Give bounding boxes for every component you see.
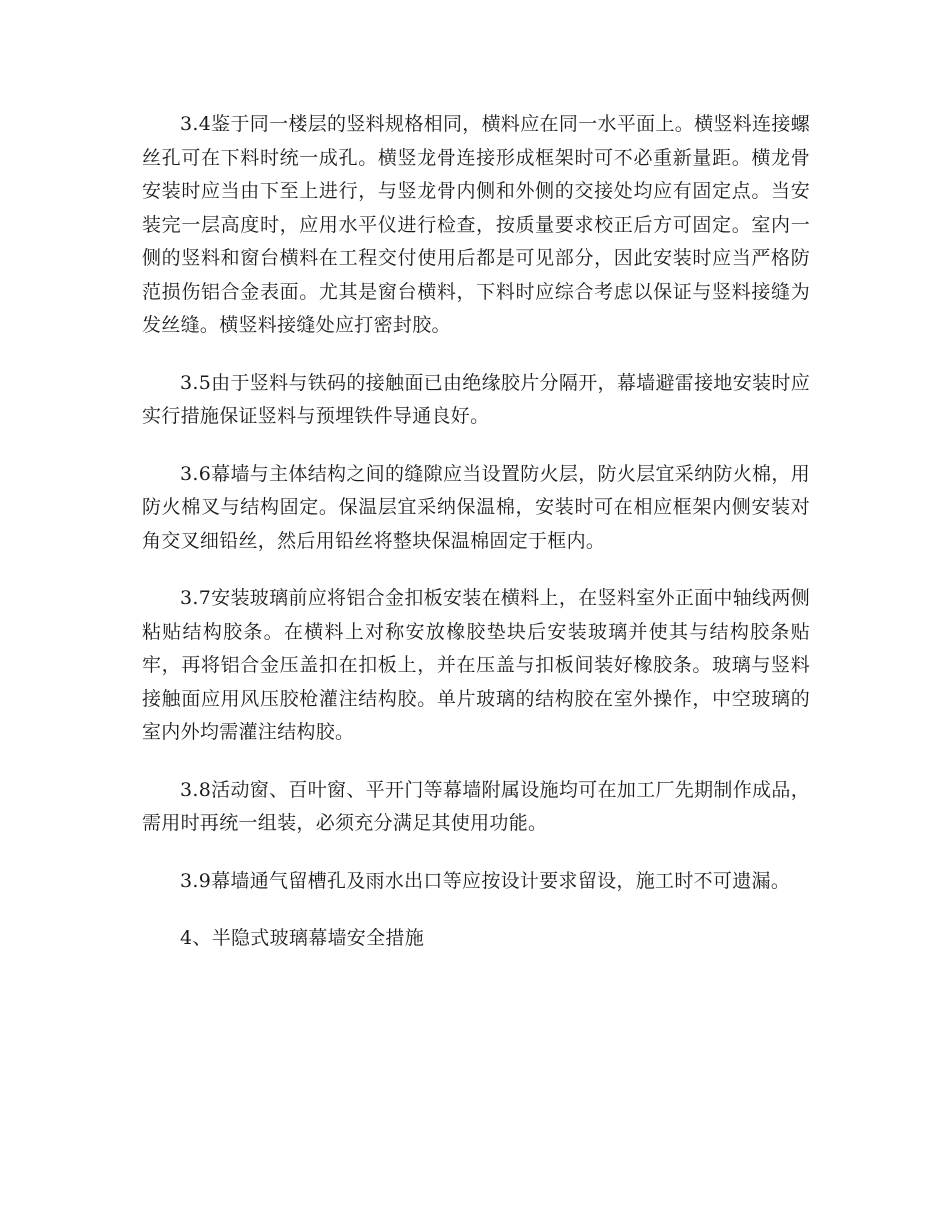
paragraph-3-6: 3.6幕墙与主体结构之间的缝隙应当设置防火层，防火层宜采纳防火棉，用防火棉叉与结构固定。保温层宜采纳保温棉，安装时可在相应框架内侧安装对角交叉细铅丝，然后用铅丝将整块保温棉固定于框内。: [142, 462, 810, 552]
document-body: [142, 108, 810, 956]
paragraph-3-4: 3.4鉴于同一楼层的竖料规格相同，横料应在同一水平面上。横竖料连接螺丝孔可在下料时统一成孔。横竖龙骨连接形成框架时可不必重新量距。横龙骨安装时应当由下至上进行，与竖龙骨内侧和外侧的交接处均应有固定点。当安装完一层高度时，应用水平仪进行检查，按质量要求校正后方可固定。室内一侧的竖料和窗台横料在工程交付使用后都是可见部分，因此安装时应当严格防范损伤铝合金表面。尤其是窗台横料，下料时应综合考虑以保证与竖料接缝为发丝缝。横竖料接缝处应打密封胶。: [142, 113, 810, 336]
paragraph-3-5: 3.5由于竖料与铁码的接触面已由绝缘胶片分隔开，幕墙避雷接地安装时应实行措施保证竖料与预埋铁件导通良好。: [142, 371, 810, 427]
paragraph-3-8: 3.8活动窗、百叶窗、平开门等幕墙附属设施均可在加工厂先期制作成品，需用时再统一组装，必须充分满足其使用功能。: [142, 778, 810, 834]
paragraph-3-7: 3.7安装玻璃前应将铝合金扣板安装在横料上，在竖料室外正面中轴线两侧粘贴结构胶条。在横料上对称安放橡胶垫块后安装玻璃并使其与结构胶条贴牢，再将铝合金压盖扣在扣板上，并在压盖与扣板间装好橡胶条。玻璃与竖料接触面应用风压胶枪灌注结构胶。单片玻璃的结构胶在室外操作，中空玻璃的室内外均需灌注结构胶。: [142, 587, 810, 743]
paragraph-3-9: 3.9幕墙通气留槽孔及雨水出口等应按设计要求留设，施工时不可遗漏。: [180, 869, 791, 892]
section-heading: 4、半隐式玻璃幕墙安全措施: [180, 927, 424, 949]
